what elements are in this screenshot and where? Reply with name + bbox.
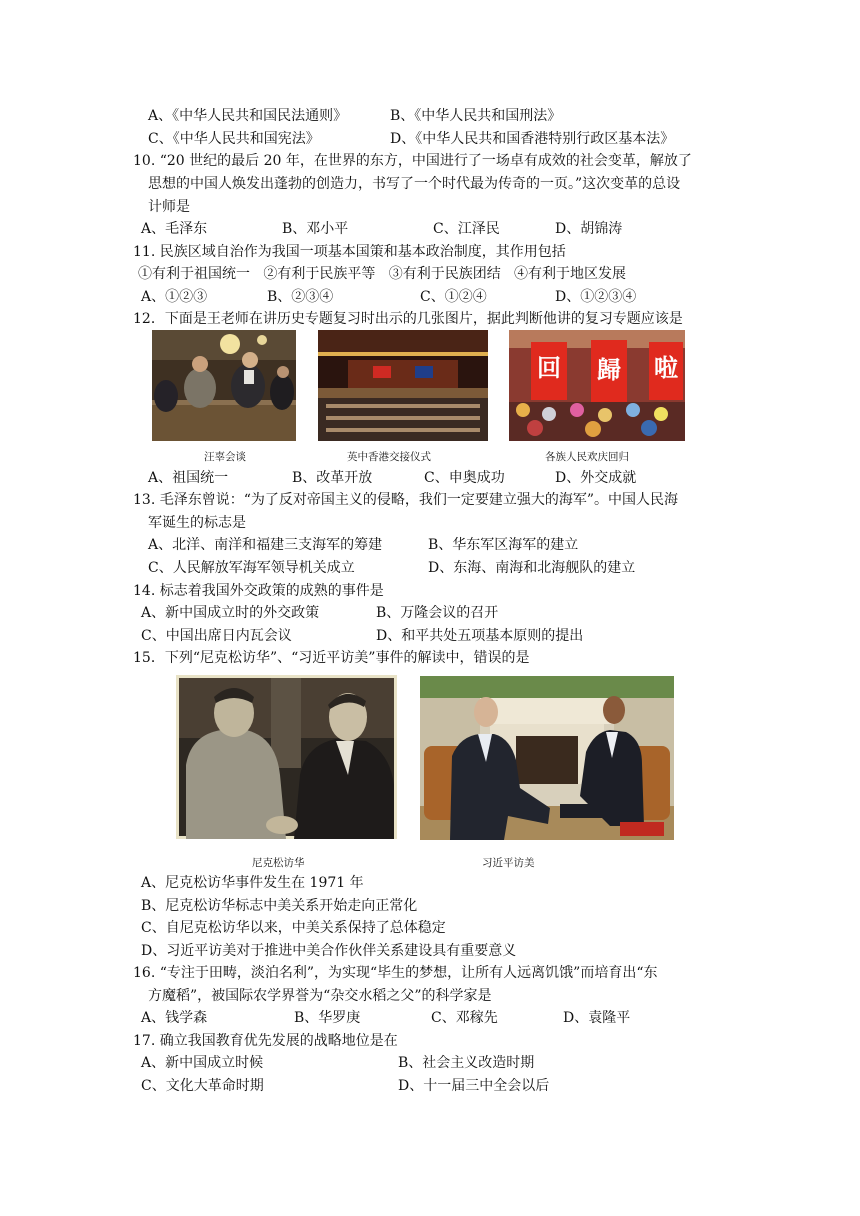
q11-option-a: A、①②③: [141, 289, 208, 305]
photo-nixon-visit: [176, 675, 397, 839]
q13-option-c: C、人民解放军海军领导机关成立: [148, 560, 355, 576]
q14-option-d: D、和平共处五项基本原则的提出: [376, 628, 584, 644]
q15-option-c: C、自尼克松访华以来，中美关系保持了总体稳定: [141, 920, 446, 936]
q11-option-d: D、①②③④: [555, 289, 637, 305]
q13-option-a: A、北洋、南洋和福建三支海军的筹建: [148, 537, 383, 553]
banner-char-1: 回: [537, 354, 561, 382]
q17-option-a: A、新中国成立时候: [141, 1055, 264, 1071]
q10-stem-line1: 10. “20 世纪的最后 20 年，在世界的东方，中国进行了一场卓有成效的社会变革，解放了: [133, 153, 692, 169]
q12-option-c: C、申奥成功: [424, 470, 505, 486]
q16-stem-line2: 方魔稻”，被国际农学界誉为“杂交水稻之父”的科学家是: [148, 988, 492, 1004]
q11-option-c: C、①②④: [420, 289, 487, 305]
q12-option-a: A、祖国统一: [148, 470, 229, 486]
photo-hk-handover-ceremony: [318, 330, 488, 441]
banner-char-2: 歸: [597, 356, 621, 384]
q17-option-c: C、文化大革命时期: [141, 1078, 264, 1094]
q10-stem-line2: 思想的中国人焕发出蓬勃的创造力，书写了一个时代最为传奇的一页。”这次变革的总设: [148, 176, 681, 192]
q17-option-b: B、社会主义改造时期: [398, 1055, 535, 1071]
q9-option-d: D、《中华人民共和国香港特别行政区基本法》: [390, 131, 675, 147]
q11-stem: 11. 民族区域自治作为我国一项基本国策和基本政治制度，其作用包括: [133, 244, 566, 260]
q15-photo-caption-2: 习近平访美: [482, 857, 535, 869]
q10-option-c: C、江泽民: [433, 221, 500, 237]
q17-option-d: D、十一届三中全会以后: [398, 1078, 550, 1094]
q12-photo-caption-2: 英中香港交接仪式: [347, 451, 431, 463]
q10-option-d: D、胡锦涛: [555, 221, 623, 237]
q12-option-d: D、外交成就: [555, 470, 637, 486]
q10-stem-line3: 计师是: [148, 199, 190, 215]
q14-stem: 14. 标志着我国外交政策的成熟的事件是: [133, 583, 384, 599]
photo-xi-visit: [420, 676, 674, 840]
q12-photo-caption-3: 各族人民欢庆回归: [545, 451, 629, 463]
q13-option-d: D、东海、南海和北海舰队的建立: [428, 560, 636, 576]
q14-option-c: C、中国出席日内瓦会议: [141, 628, 292, 644]
q15-stem: 15．下列“尼克松访华”、“习近平访美”事件的解读中，错误的是: [133, 650, 530, 666]
q15-photo-caption-1: 尼克松访华: [252, 857, 305, 869]
photo-celebrate-return: [509, 330, 685, 441]
q9-option-b: B、《中华人民共和国刑法》: [390, 108, 562, 124]
q13-option-b: B、华东军区海军的建立: [428, 537, 579, 553]
q11-option-b: B、②③④: [267, 289, 334, 305]
q16-option-c: C、邓稼先: [431, 1010, 498, 1026]
q12-photo-caption-1: 汪辜会谈: [204, 451, 246, 463]
q15-option-d: D、习近平访美对于推进中美合作伙伴关系建设具有重要意义: [141, 943, 517, 959]
q14-option-b: B、万隆会议的召开: [376, 605, 499, 621]
q12-stem: 12．下面是王老师在讲历史专题复习时出示的几张图片，据此判断他讲的复习专题应该是: [133, 311, 683, 327]
q16-option-d: D、袁隆平: [563, 1010, 631, 1026]
q11-statements: ①有利于祖国统一 ②有利于民族平等 ③有利于民族团结 ④有利于地区发展: [138, 266, 627, 282]
q14-option-a: A、新中国成立时的外交政策: [141, 605, 320, 621]
q15-option-a: A、尼克松访华事件发生在 1971 年: [141, 875, 364, 891]
q9-option-c: C、《中华人民共和国宪法》: [148, 131, 320, 147]
q13-stem-line1: 13. 毛泽东曾说：“为了反对帝国主义的侵略，我们一定要建立强大的海军”。中国人民海: [133, 492, 679, 508]
q10-option-a: A、毛泽东: [141, 221, 208, 237]
q9-option-a: A、《中华人民共和国民法通则》: [148, 108, 348, 124]
q16-option-a: A、钱学森: [141, 1010, 208, 1026]
q12-option-b: B、改革开放: [292, 470, 373, 486]
q16-stem-line1: 16. “专注于田畴，淡泊名利”，为实现“毕生的梦想，让所有人远离饥饿”而培育出“东: [133, 965, 658, 981]
photo-wang-gu-talks: [152, 330, 296, 441]
q15-option-b: B、尼克松访华标志中美关系开始走向正常化: [141, 898, 418, 914]
q13-stem-line2: 军诞生的标志是: [148, 515, 246, 531]
q16-option-b: B、华罗庚: [294, 1010, 361, 1026]
banner-char-3: 啦: [654, 354, 678, 382]
q17-stem: 17. 确立我国教育优先发展的战略地位是在: [133, 1033, 398, 1049]
q10-option-b: B、邓小平: [282, 221, 349, 237]
